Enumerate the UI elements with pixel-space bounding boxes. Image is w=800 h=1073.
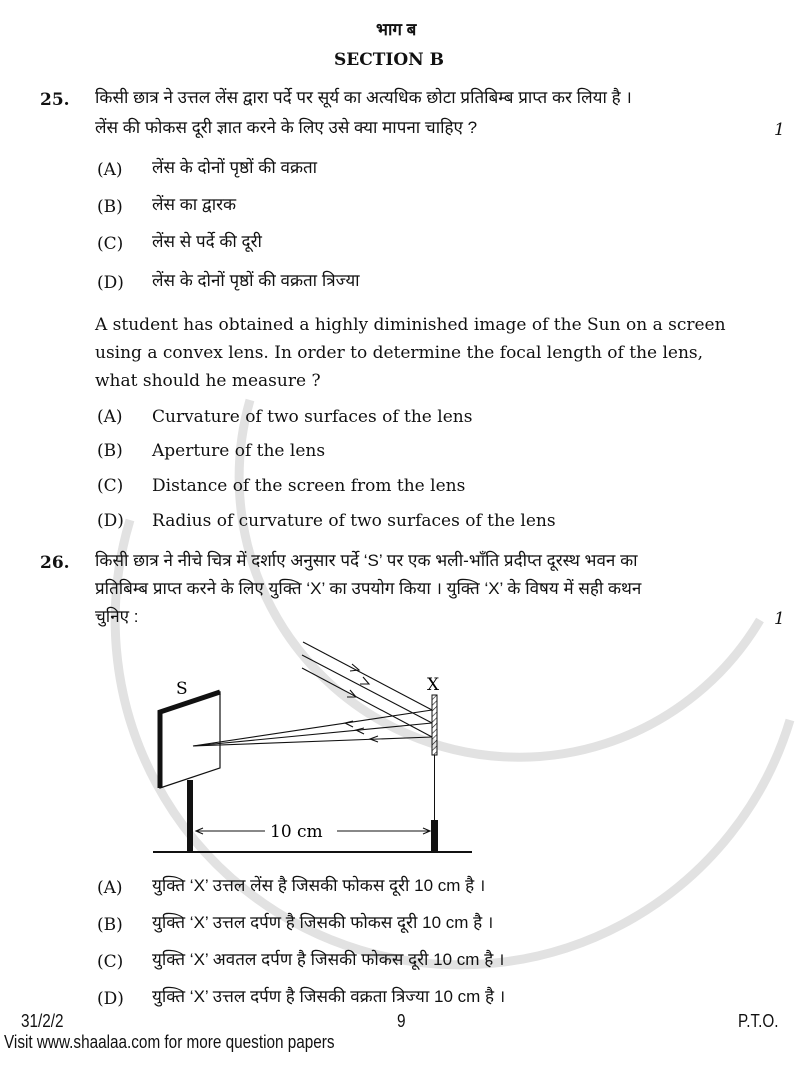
option-label: (B) bbox=[97, 915, 123, 935]
option-label: (C) bbox=[97, 234, 124, 254]
option-text: Distance of the screen from the lens bbox=[152, 476, 466, 496]
option-text: लेंस के दोनों पृष्ठों की वक्रता त्रिज्या bbox=[152, 271, 360, 290]
option-label: (B) bbox=[97, 441, 123, 461]
question-text-hindi: किसी छात्र ने नीचे चित्र में दर्शाए अनुसार पर्दे ‘S’ पर एक भली-भाँति प्रदीप्त दूरस्थ भवन का bbox=[95, 551, 638, 570]
question-text-hindi: लेंस की फोकस दूरी ज्ञात करने के लिए उसे क्या मापना चाहिए ? bbox=[95, 118, 478, 137]
marks: 1 bbox=[774, 120, 785, 140]
question-text-hindi: किसी छात्र ने उत्तल लेंस द्वारा पर्दे पर सूर्य का अत्यधिक छोटा प्रतिबिम्ब प्राप्त कर लिया है । bbox=[95, 88, 632, 107]
option-text: युक्ति ‘X’ अवतल दर्पण है जिसकी फोकस दूरी 10 cm है । bbox=[152, 950, 505, 969]
pto: P.T.O. bbox=[738, 1011, 779, 1031]
distance-label: 10 cm bbox=[270, 822, 323, 842]
screen-label: S bbox=[176, 679, 188, 699]
marks: 1 bbox=[774, 609, 785, 629]
option-label: (A) bbox=[97, 878, 123, 898]
device-label: X bbox=[427, 675, 440, 695]
option-text: लेंस के दोनों पृष्ठों की वक्रता bbox=[152, 158, 318, 177]
option-label: (C) bbox=[97, 952, 124, 972]
option-text: Curvature of two surfaces of the lens bbox=[152, 407, 473, 427]
option-text: लेंस से पर्दे की दूरी bbox=[152, 232, 262, 251]
option-text: Radius of curvature of two surfaces of the lens bbox=[152, 511, 556, 531]
page-number: 9 bbox=[397, 1011, 406, 1031]
visit-link[interactable]: Visit www.shaalaa.com for more question papers bbox=[4, 1032, 335, 1052]
part-heading-hindi: भाग ब bbox=[376, 20, 417, 39]
question-text: A student has obtained a highly diminished image of the Sun on a screen bbox=[95, 315, 726, 335]
light-rays bbox=[193, 642, 432, 746]
paper-code: 31/2/2 bbox=[21, 1011, 64, 1031]
option-text: युक्ति ‘X’ उत्तल दर्पण है जिसकी वक्रता त्रिज्या 10 cm है । bbox=[152, 987, 506, 1006]
question-text: what should he measure ? bbox=[95, 371, 321, 391]
question-number: 26. bbox=[40, 553, 70, 573]
option-label: (A) bbox=[97, 160, 123, 180]
option-text: लेंस का द्वारक bbox=[152, 195, 237, 214]
section-heading: SECTION B bbox=[334, 50, 445, 70]
question-text-hindi: चुनिए : bbox=[95, 607, 139, 626]
option-label: (C) bbox=[97, 476, 124, 496]
question-number: 25. bbox=[40, 90, 70, 110]
screen-stand bbox=[187, 780, 193, 852]
option-label: (D) bbox=[97, 511, 124, 531]
device-stand bbox=[431, 820, 438, 852]
question-text-hindi: प्रतिबिम्ब प्राप्त करने के लिए युक्ति ‘X’ का उपयोग किया । युक्ति ‘X’ के विषय में सही कथन bbox=[95, 579, 642, 598]
option-text: युक्ति ‘X’ उत्तल दर्पण है जिसकी फोकस दूरी 10 cm है । bbox=[152, 913, 494, 932]
device-x bbox=[432, 695, 437, 755]
question-text: using a convex lens. In order to determine the focal length of the lens, bbox=[95, 343, 704, 363]
option-label: (D) bbox=[97, 273, 124, 293]
option-label: (A) bbox=[97, 407, 123, 427]
option-text: युक्ति ‘X’ उत्तल लेंस है जिसकी फोकस दूरी 10 cm है । bbox=[152, 876, 486, 895]
option-label: (D) bbox=[97, 989, 124, 1009]
option-label: (B) bbox=[97, 197, 123, 217]
option-text: Aperture of the lens bbox=[152, 441, 326, 461]
